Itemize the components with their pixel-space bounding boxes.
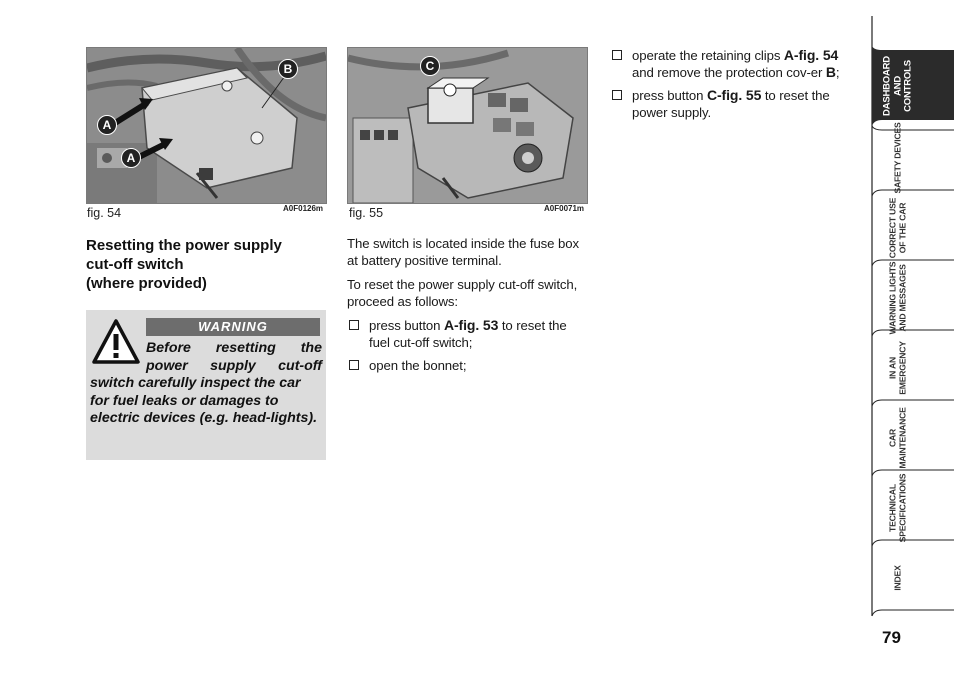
- tab-index[interactable]: INDEX: [892, 565, 903, 591]
- page-number: 79: [882, 628, 901, 647]
- checkbox-bullet-icon: [612, 90, 622, 100]
- checkbox-bullet-icon: [349, 320, 359, 330]
- callout-c: C: [420, 56, 440, 76]
- warning-label: WARNING: [146, 318, 320, 336]
- middle-column: [347, 235, 589, 380]
- warning-box: [86, 310, 326, 460]
- list-item: operate the retaining clips A-fig. 54 and remove the protection cov-er B;: [610, 47, 852, 81]
- figure-54-image: [86, 47, 327, 204]
- tab-safety-devices[interactable]: SAFETY DEVICES: [892, 122, 903, 194]
- callout-a-upper: A: [97, 115, 117, 135]
- right-column: [610, 47, 852, 127]
- checkbox-bullet-icon: [612, 50, 622, 60]
- callout-a-lower: A: [121, 148, 141, 168]
- chapter-tabs: [868, 16, 960, 676]
- tab-in-an-emergency[interactable]: IN AN EMERGENCY: [887, 341, 907, 395]
- figure-55-code: A0F0071m: [544, 204, 585, 213]
- list-item: press button A-fig. 53 to reset the fuel cut-off switch;: [347, 317, 589, 351]
- checkbox-bullet-icon: [349, 360, 359, 370]
- warning-text: Before resetting the power supply cut-off switch carefully inspect the car for fuel leaks or damages to electric devices (e.g. head-lights).: [90, 340, 322, 426]
- tab-dashboard-and-controls[interactable]: DASHBOARD AND CONTROLS: [881, 56, 914, 116]
- section-heading: Resetting the power supply cut-off switch (where provided): [86, 237, 282, 292]
- figure-55-caption: fig. 55: [349, 206, 384, 220]
- figure-55-image: [347, 47, 588, 204]
- tab-technical-specifications[interactable]: TECHNICAL SPECIFICATIONS: [887, 473, 907, 543]
- paragraph-location: The switch is located inside the fuse box at battery positive terminal.: [347, 236, 579, 268]
- list-item: press button C-fig. 55 to reset the power supply.: [610, 87, 852, 121]
- tab-car-maintenance[interactable]: CAR MAINTENANCE: [887, 407, 907, 469]
- figure-54-code: A0F0126m: [283, 204, 324, 213]
- list-item: open the bonnet;: [347, 357, 589, 374]
- tab-warning-lights-and-messages[interactable]: WARNING LIGHTS AND MESSAGES: [887, 261, 907, 335]
- figure-54-caption: fig. 54: [87, 206, 122, 220]
- paragraph-procedure: To reset the power supply cut-off switch, proceed as follows:: [347, 277, 578, 309]
- tab-correct-use-of-the-car[interactable]: CORRECT USE OF THE CAR: [887, 197, 907, 259]
- callout-b: B: [278, 59, 298, 79]
